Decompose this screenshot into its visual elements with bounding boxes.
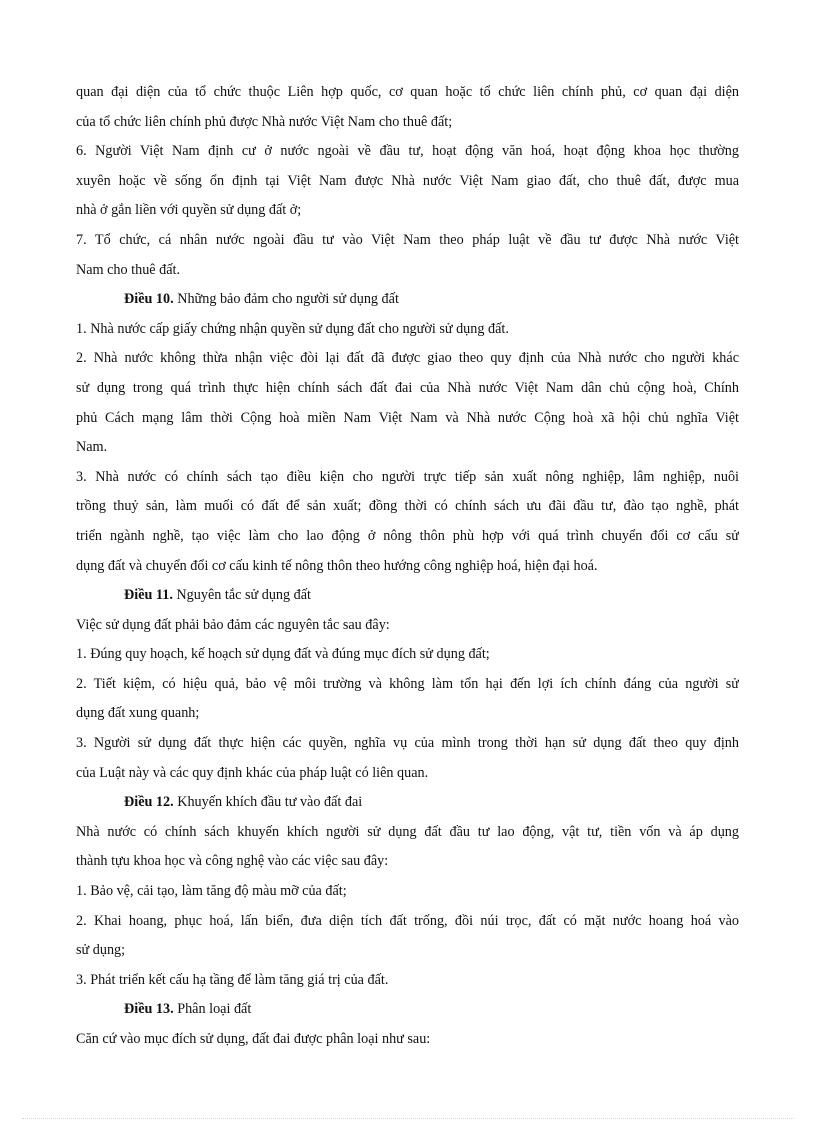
article-label: Điều 10. (124, 291, 174, 308)
text-line: 3. Phát triển kết cấu hạ tầng để làm tăng giá trị của đất. (76, 971, 389, 988)
article-12-heading (76, 788, 739, 818)
text-line: Nhà nước có chính sách khuyến khích người sử dụng đất đầu tư lao động, vật tư, tiền vốn và áp dụng (76, 823, 739, 840)
article-title: Phân loại đất (173, 1001, 252, 1018)
article-title: Những bảo đảm cho người sử dụng đất (173, 291, 399, 308)
text-line: 1. Bảo vệ, cải tạo, làm tăng độ màu mỡ của đất; (76, 883, 347, 900)
page-bottom-divider (22, 1118, 794, 1119)
text-line: thành tựu khoa học và công nghệ vào các việc sau đây: (76, 853, 389, 870)
text-line: 3. Người sử dụng đất thực hiện các quyền, nghĩa vụ của mình trong thời hạn sử dụng đất theo quy định (76, 735, 739, 752)
document-page (76, 78, 739, 1055)
article-11-heading (76, 581, 739, 611)
text-line: 2. Tiết kiệm, có hiệu quả, bảo vệ môi trường và không làm tổn hại đến lợi ích chính đáng của người sử (76, 675, 739, 692)
text-line: sử dụng; (76, 942, 126, 959)
text-line: dụng đất và chuyển đổi cơ cấu kinh tế nông thôn theo hướng công nghiệp hoá, hiện đại hoá. (76, 557, 598, 574)
article-title: Khuyến khích đầu tư vào đất đai (173, 794, 363, 811)
article-label: Điều 11. (124, 587, 173, 604)
text-line: Nam. (76, 439, 108, 456)
text-line: trồng thuỷ sản, làm muối có đất để sản xuất; đồng thời có chính sách ưu đãi đầu tư, đào tạo nghề, phát (76, 498, 739, 515)
text-line: phủ Cách mạng lâm thời Cộng hoà miền Nam Việt Nam và Nhà nước Cộng hoà xã hội chủ nghĩa Việt (76, 409, 739, 426)
text-line: 3. Nhà nước có chính sách tạo điều kiện cho người trực tiếp sản xuất nông nghiệp, lâm nghiệp, nuôi (76, 468, 739, 485)
text-line: quan đại diện của tổ chức thuộc Liên hợp quốc, cơ quan hoặc tổ chức liên chính phủ, cơ quan đại diện (76, 84, 739, 100)
text-line: Nam cho thuê đất. (76, 261, 181, 278)
text-line: xuyên hoặc về sống ổn định tại Việt Nam được Nhà nước Việt Nam giao đất, cho thuê đất, được mua (76, 172, 739, 189)
text-line: của tổ chức liên chính phủ được Nhà nước Việt Nam cho thuê đất; (76, 113, 453, 130)
article-label: Điều 12. (124, 794, 174, 811)
text-line: của Luật này và các quy định khác của pháp luật có liên quan. (76, 764, 429, 781)
text-line: Căn cứ vào mục đích sử dụng, đất đai được phân loại như sau: (76, 1031, 431, 1047)
text-line: 7. Tổ chức, cá nhân nước ngoài đầu tư vào Việt Nam theo pháp luật về đầu tư được Nhà nước Việt (76, 231, 739, 248)
text-line: 6. Người Việt Nam định cư ở nước ngoài về đầu tư, hoạt động văn hoá, hoạt động khoa học thường (76, 143, 739, 160)
article-title: Nguyên tắc sử dụng đất (172, 587, 311, 604)
text-line: 2. Nhà nước không thừa nhận việc đòi lại đất đã được giao theo quy định của Nhà nước cho người khác (76, 350, 739, 367)
article-10-heading (76, 285, 739, 315)
text-line: sử dụng trong quá trình thực hiện chính sách đất đai của Nhà nước Việt Nam dân chủ cộng hoà, Chính (76, 379, 739, 396)
text-line: Việc sử dụng đất phải bảo đảm các nguyên tắc sau đây: (76, 616, 390, 633)
article-label: Điều 13. (124, 1001, 174, 1018)
article-13-heading (76, 995, 739, 1025)
text-line: triển ngành nghề, tạo việc làm cho lao động ở nông thôn phù hợp với quá trình chuyển đổi cơ cấu sử (76, 527, 739, 544)
text-line: nhà ở gắn liền với quyền sử dụng đất ở; (76, 202, 302, 219)
text-line: 2. Khai hoang, phục hoá, lấn biển, đưa diện tích đất trống, đồi núi trọc, đất có mặt nước hoang hoá vào (76, 912, 739, 929)
text-line: 1. Đúng quy hoạch, kế hoạch sử dụng đất và đúng mục đích sử dụng đất; (76, 646, 490, 663)
text-line: dụng đất xung quanh; (76, 705, 200, 722)
text-line: 1. Nhà nước cấp giấy chứng nhận quyền sử dụng đất cho người sử dụng đất. (76, 320, 509, 337)
